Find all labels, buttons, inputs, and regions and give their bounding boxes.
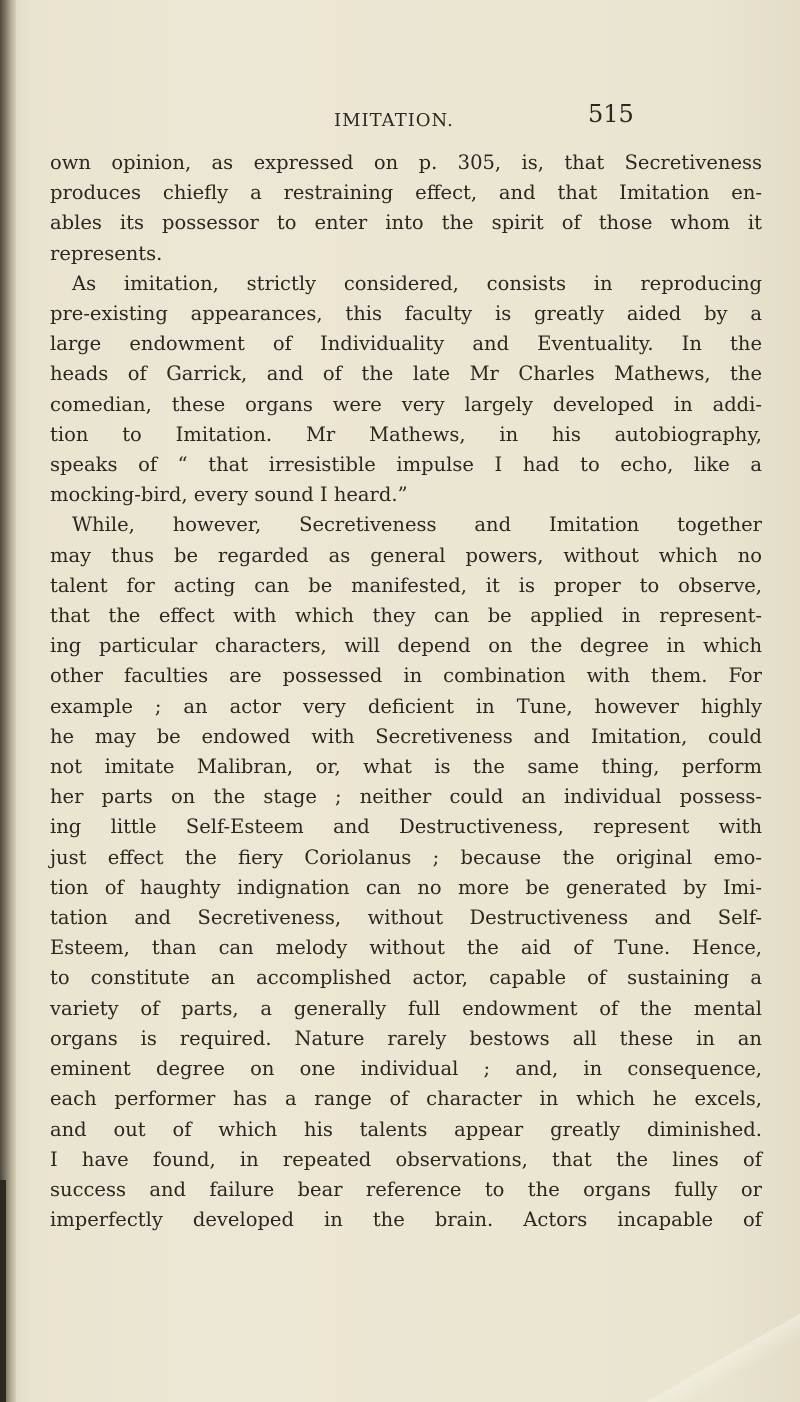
text-line: large endowment of Individuality and Eventuality. In the [50, 332, 762, 356]
text-line: own opinion, as expressed on p. 305, is, that Secretiveness [50, 151, 762, 174]
running-head [0, 100, 800, 140]
text-line: produces chiefly a restraining effect, and that Imitation en- [50, 181, 762, 205]
text-line: her parts on the stage ; neither could an individual possess- [50, 785, 762, 809]
text-line: ables its possessor to enter into the spirit of those whom it [50, 211, 762, 235]
gutter-shadow [0, 1180, 6, 1402]
text-line: that the effect with which they can be applied in represent- [50, 604, 762, 628]
text-line: example ; an actor very deficient in Tune, however highly [50, 694, 762, 718]
text-line: other faculties are possessed in combination with them. For [50, 664, 762, 688]
text-line: mocking-bird, every sound I heard.” [50, 483, 408, 507]
text-line: he may be endowed with Secretiveness and Imitation, could [50, 724, 762, 748]
text-line: not imitate Malibran, or, what is the same thing, perform [50, 755, 762, 779]
text-line: pre-existing appearances, this faculty is greatly aided by a [50, 302, 762, 326]
paper-fold-mark [620, 1282, 800, 1402]
running-title: IMITATION. [334, 110, 454, 131]
text-line: represents. [50, 241, 163, 265]
page-number: 515 [588, 100, 634, 128]
text-line: comedian, these organs were very largely developed in addi- [50, 392, 762, 416]
text-line: tion to Imitation. Mr Mathews, in his autobiography, [50, 422, 762, 446]
text-line: success and failure bear reference to the organs fully or [50, 1177, 762, 1201]
text-line: I have found, in repeated observations, that the lines of [50, 1147, 762, 1171]
text-line: each performer has a range of character in which he excels, [50, 1087, 762, 1111]
text-line: organs is required. Nature rarely bestows all these in an [50, 1026, 762, 1050]
text-line: Esteem, than can melody without the aid of Tune. Hence, [50, 936, 762, 960]
body-text [50, 148, 762, 1235]
text-line: heads of Garrick, and of the late Mr Charles Mathews, the [50, 362, 762, 386]
text-line: and out of which his talents appear greatly diminished. [50, 1117, 762, 1141]
text-line: eminent degree on one individual ; and, in consequence, [50, 1057, 762, 1081]
text-line: tion of haughty indignation can no more be generated by Imi- [50, 875, 762, 899]
text-line: ing little Self-Esteem and Destructiveness, represent with [50, 815, 762, 839]
text-line: As imitation, strictly considered, consists in reproducing [72, 271, 762, 295]
text-line: to constitute an accomplished actor, capable of sustaining a [50, 966, 762, 990]
text-line: While, however, Secretiveness and Imitation together [72, 513, 762, 537]
text-line: imperfectly developed in the brain. Actors incapable of [50, 1208, 762, 1232]
text-line: may thus be regarded as general powers, without which no [50, 543, 762, 567]
text-line: speaks of “ that irresistible impulse I had to echo, like a [50, 453, 762, 477]
text-line: just effect the fiery Coriolanus ; because the original emo- [50, 845, 762, 869]
text-line: talent for acting can be manifested, it is proper to observe, [50, 573, 762, 597]
text-line: tation and Secretiveness, without Destructiveness and Self- [50, 906, 762, 930]
text-line: ing particular characters, will depend on the degree in which [50, 634, 762, 658]
text-line: variety of parts, a generally full endowment of the mental [50, 996, 762, 1020]
